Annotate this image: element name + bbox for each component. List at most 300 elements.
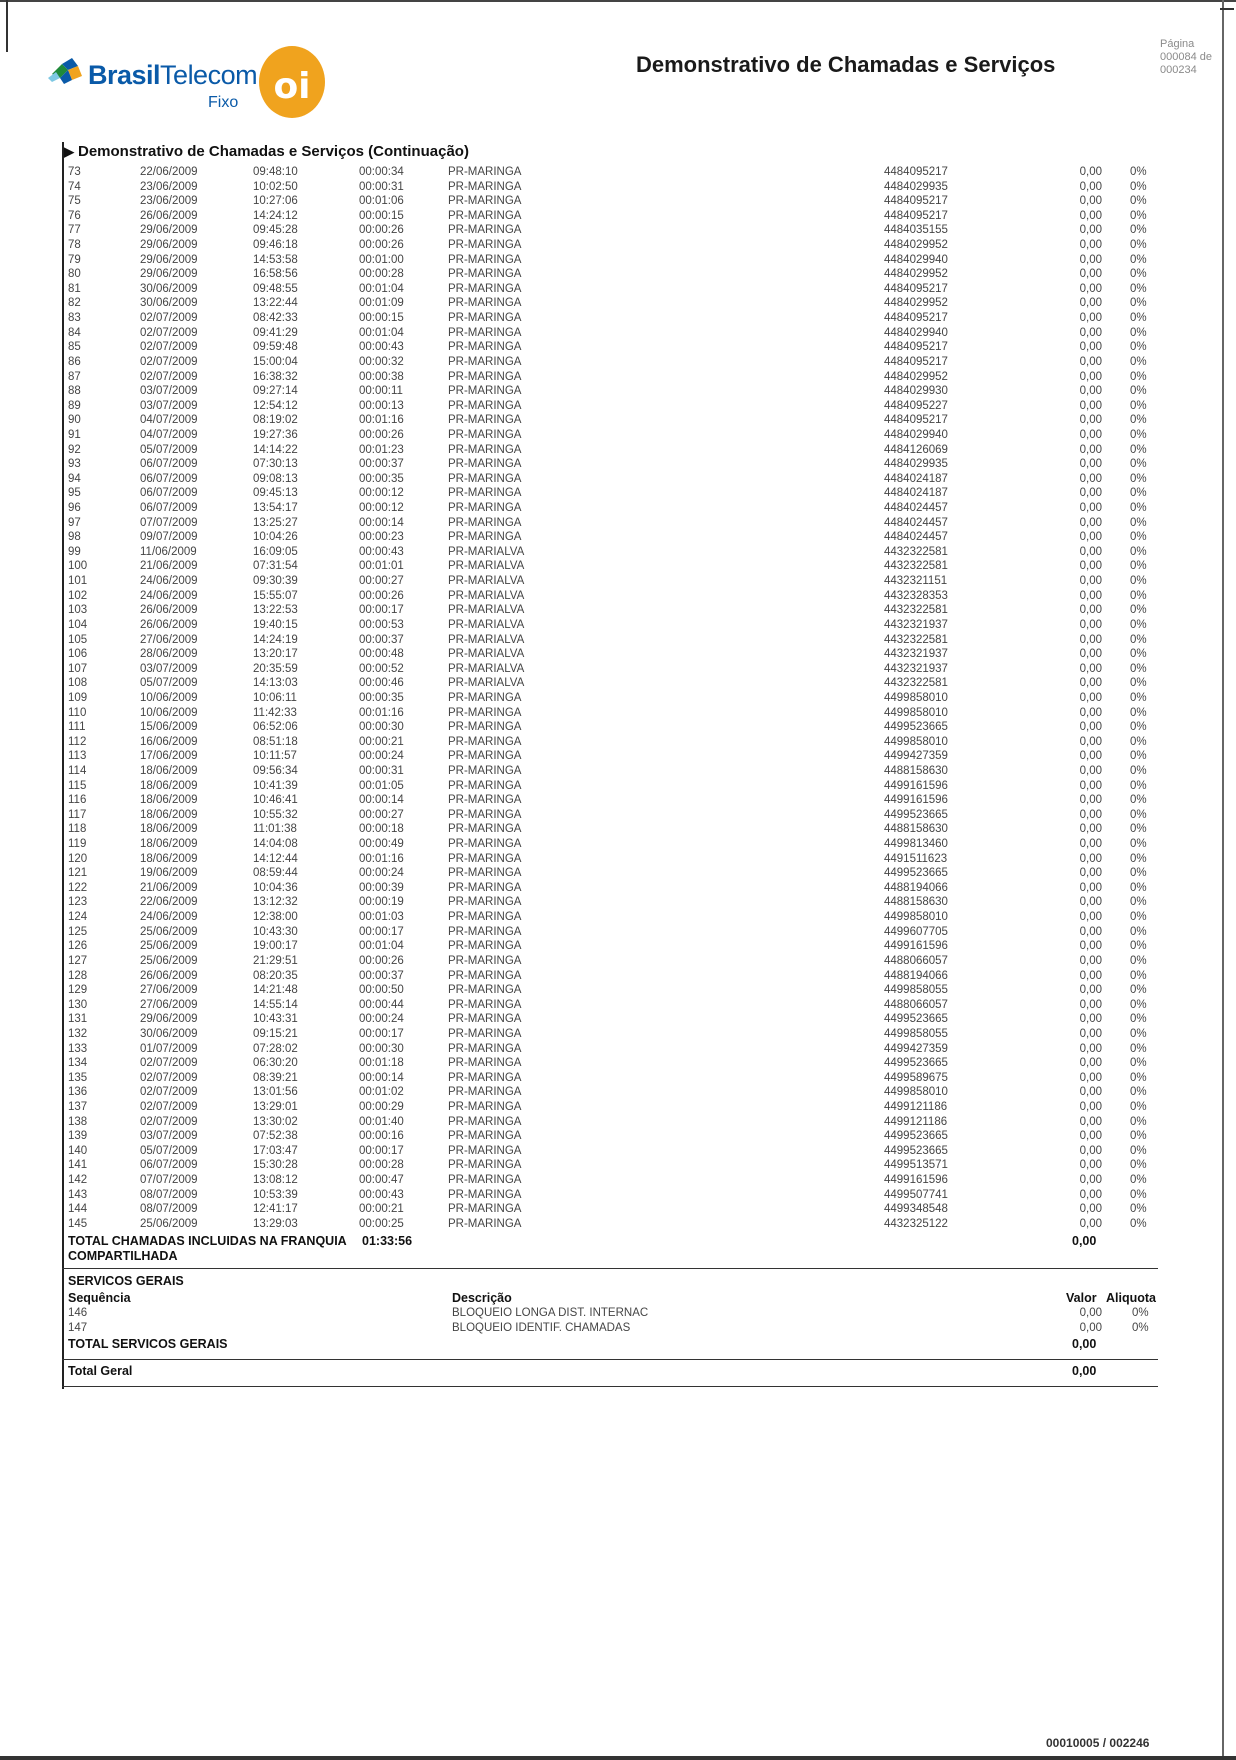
call-seq: 131 (68, 1013, 88, 1026)
call-location: PR-MARINGA (448, 472, 522, 485)
call-value: 0,00 (1079, 896, 1102, 909)
call-time: 10:02:50 (253, 180, 298, 193)
call-number: 4484095227 (884, 399, 948, 412)
call-aliquota: 0% (1130, 867, 1147, 880)
brasiltelecom-logo (48, 56, 258, 116)
call-date: 19/06/2009 (140, 867, 198, 880)
call-seq: 140 (68, 1144, 88, 1157)
call-time: 09:30:39 (253, 575, 298, 588)
call-row (68, 984, 1168, 999)
call-time: 10:53:39 (253, 1188, 298, 1201)
call-value: 0,00 (1079, 618, 1102, 631)
call-date: 29/06/2009 (140, 239, 198, 252)
call-date: 05/07/2009 (140, 677, 198, 690)
call-row (68, 487, 1168, 502)
call-location: PR-MARINGA (448, 764, 522, 777)
call-aliquota: 0% (1130, 575, 1147, 588)
call-aliquota: 0% (1130, 370, 1147, 383)
call-duration: 00:00:21 (359, 1203, 404, 1216)
call-time: 09:46:18 (253, 239, 298, 252)
call-aliquota: 0% (1130, 166, 1147, 178)
call-aliquota: 0% (1130, 516, 1147, 529)
call-time: 10:04:36 (253, 881, 298, 894)
call-location: PR-MARIALVA (448, 575, 525, 588)
call-date: 06/07/2009 (140, 487, 198, 500)
column-header-aliquota: Aliquota (1106, 1291, 1156, 1305)
call-number: 4488158630 (884, 764, 948, 777)
call-row (68, 575, 1168, 590)
call-time: 13:54:17 (253, 502, 298, 515)
call-row (68, 970, 1168, 985)
call-duration: 00:00:12 (359, 502, 404, 515)
call-number: 4484095217 (884, 195, 948, 208)
call-seq: 145 (68, 1217, 88, 1230)
call-row (68, 327, 1168, 342)
call-number: 4432322581 (884, 560, 948, 573)
call-time: 08:19:02 (253, 414, 298, 427)
call-time: 08:42:33 (253, 312, 298, 325)
call-duration: 00:01:05 (359, 779, 404, 792)
call-location: PR-MARIALVA (448, 545, 525, 558)
call-value: 0,00 (1079, 1086, 1102, 1099)
call-time: 10:43:30 (253, 925, 298, 938)
call-seq: 85 (68, 341, 81, 354)
page-label: Página (1160, 38, 1195, 50)
call-duration: 00:00:14 (359, 794, 404, 807)
call-date: 02/07/2009 (140, 326, 198, 339)
servicos-gerais-title: SERVICOS GERAIS (68, 1274, 184, 1288)
call-date: 15/06/2009 (140, 721, 198, 734)
call-seq: 109 (68, 691, 88, 704)
call-value: 0,00 (1079, 458, 1102, 471)
call-number: 4499161596 (884, 1174, 948, 1187)
call-location: PR-MARINGA (448, 1027, 522, 1040)
left-border-line (62, 142, 64, 1389)
call-duration: 00:00:28 (359, 268, 404, 281)
call-number: 4488194066 (884, 881, 948, 894)
call-location: PR-MARINGA (448, 1159, 522, 1172)
call-value: 0,00 (1079, 370, 1102, 383)
call-location: PR-MARINGA (448, 706, 522, 719)
call-date: 03/07/2009 (140, 399, 198, 412)
call-number: 4499348548 (884, 1203, 948, 1216)
call-row (68, 239, 1168, 254)
call-aliquota: 0% (1130, 443, 1147, 456)
call-duration: 00:00:17 (359, 1027, 404, 1040)
call-number: 4484024457 (884, 531, 948, 544)
call-value: 0,00 (1079, 794, 1102, 807)
call-number: 4432322581 (884, 545, 948, 558)
call-duration: 00:00:25 (359, 1217, 404, 1230)
call-value: 0,00 (1079, 560, 1102, 573)
call-location: PR-MARINGA (448, 721, 522, 734)
call-location: PR-MARINGA (448, 428, 522, 441)
call-aliquota: 0% (1130, 1217, 1147, 1230)
call-seq: 86 (68, 355, 81, 368)
call-seq: 94 (68, 472, 81, 485)
call-duration: 00:00:43 (359, 1188, 404, 1201)
call-time: 19:40:15 (253, 618, 298, 631)
call-time: 08:51:18 (253, 735, 298, 748)
service-description: BLOQUEIO LONGA DIST. INTERNAC (452, 1307, 649, 1319)
call-number: 4484095217 (884, 414, 948, 427)
call-value: 0,00 (1079, 326, 1102, 339)
call-seq: 75 (68, 195, 81, 208)
call-number: 4484029952 (884, 370, 948, 383)
call-number: 4484029940 (884, 326, 948, 339)
call-date: 29/06/2009 (140, 268, 198, 281)
call-date: 02/07/2009 (140, 1086, 198, 1099)
call-location: PR-MARINGA (448, 516, 522, 529)
call-date: 16/06/2009 (140, 735, 198, 748)
call-location: PR-MARINGA (448, 458, 522, 471)
call-duration: 00:00:37 (359, 969, 404, 982)
call-date: 06/07/2009 (140, 458, 198, 471)
call-number: 4484029940 (884, 428, 948, 441)
call-duration: 00:01:40 (359, 1115, 404, 1128)
call-number: 4484029935 (884, 458, 948, 471)
call-number: 4488158630 (884, 896, 948, 909)
call-location: PR-MARINGA (448, 502, 522, 515)
call-aliquota: 0% (1130, 881, 1147, 894)
call-date: 26/06/2009 (140, 604, 198, 617)
call-location: PR-MARINGA (448, 691, 522, 704)
call-location: PR-MARINGA (448, 896, 522, 909)
call-time: 07:30:13 (253, 458, 298, 471)
call-aliquota: 0% (1130, 838, 1147, 851)
call-duration: 00:00:19 (359, 896, 404, 909)
call-location: PR-MARINGA (448, 443, 522, 456)
call-duration: 00:00:30 (359, 721, 404, 734)
call-time: 13:29:03 (253, 1217, 298, 1230)
call-value: 0,00 (1079, 166, 1102, 178)
call-date: 18/06/2009 (140, 764, 198, 777)
call-row (68, 444, 1168, 459)
call-aliquota: 0% (1130, 253, 1147, 266)
call-location: PR-MARINGA (448, 487, 522, 500)
call-duration: 00:00:17 (359, 1144, 404, 1157)
call-number: 4488066057 (884, 998, 948, 1011)
call-location: PR-MARINGA (448, 911, 522, 924)
call-number: 4499607705 (884, 925, 948, 938)
call-value: 0,00 (1079, 867, 1102, 880)
page-info (1160, 38, 1220, 77)
call-location: PR-MARIALVA (448, 560, 525, 573)
call-number: 4499427359 (884, 1042, 948, 1055)
call-aliquota: 0% (1130, 472, 1147, 485)
call-time: 15:30:28 (253, 1159, 298, 1172)
column-header-valor: Valor (1066, 1291, 1097, 1305)
call-location: PR-MARIALVA (448, 648, 525, 661)
call-number: 4432322581 (884, 633, 948, 646)
call-row (68, 590, 1168, 605)
call-row (68, 1101, 1168, 1116)
call-value: 0,00 (1079, 604, 1102, 617)
call-location: PR-MARINGA (448, 735, 522, 748)
call-number: 4499523665 (884, 1057, 948, 1070)
call-duration: 00:00:24 (359, 750, 404, 763)
call-aliquota: 0% (1130, 589, 1147, 602)
grand-total-label: Total Geral (68, 1364, 133, 1378)
call-time: 14:53:58 (253, 253, 298, 266)
call-aliquota: 0% (1130, 896, 1147, 909)
call-duration: 00:00:26 (359, 428, 404, 441)
call-duration: 00:00:43 (359, 341, 404, 354)
call-number: 4484095217 (884, 209, 948, 222)
call-duration: 00:00:32 (359, 355, 404, 368)
call-value: 0,00 (1079, 575, 1102, 588)
franquia-total-duration: 01:33:56 (362, 1234, 413, 1248)
call-date: 03/07/2009 (140, 385, 198, 398)
call-row (68, 1159, 1168, 1174)
call-value: 0,00 (1079, 1071, 1102, 1084)
call-aliquota: 0% (1130, 691, 1147, 704)
call-date: 25/06/2009 (140, 925, 198, 938)
call-seq: 74 (68, 180, 81, 193)
call-duration: 00:01:04 (359, 940, 404, 953)
call-date: 29/06/2009 (140, 253, 198, 266)
call-duration: 00:00:28 (359, 1159, 404, 1172)
call-number: 4491511623 (884, 852, 948, 865)
call-duration: 00:00:31 (359, 764, 404, 777)
column-header-descricao: Descrição (452, 1291, 512, 1305)
call-seq: 99 (68, 545, 81, 558)
call-number: 4499513571 (884, 1159, 948, 1172)
divider-line (62, 1386, 1158, 1387)
call-duration: 00:00:27 (359, 575, 404, 588)
call-date: 23/06/2009 (140, 180, 198, 193)
call-row (68, 1043, 1168, 1058)
call-time: 10:11:57 (253, 750, 297, 763)
call-date: 23/06/2009 (140, 195, 198, 208)
call-duration: 00:00:18 (359, 823, 404, 836)
call-number: 4499858010 (884, 1086, 948, 1099)
call-seq: 138 (68, 1115, 88, 1128)
call-location: PR-MARINGA (448, 1144, 522, 1157)
call-value: 0,00 (1079, 881, 1102, 894)
call-date: 27/06/2009 (140, 998, 198, 1011)
call-date: 22/06/2009 (140, 896, 198, 909)
call-time: 08:59:44 (253, 867, 298, 880)
call-time: 09:15:21 (253, 1027, 298, 1040)
call-duration: 00:00:26 (359, 589, 404, 602)
call-number: 4484024187 (884, 472, 948, 485)
call-duration: 00:00:44 (359, 998, 404, 1011)
call-aliquota: 0% (1130, 721, 1147, 734)
call-number: 4499427359 (884, 750, 948, 763)
call-row (68, 254, 1168, 269)
call-location: PR-MARINGA (448, 180, 522, 193)
call-number: 4499523665 (884, 1130, 948, 1143)
call-number: 4432325122 (884, 1217, 948, 1230)
call-location: PR-MARINGA (448, 385, 522, 398)
call-location: PR-MARINGA (448, 794, 522, 807)
call-seq: 105 (68, 633, 88, 646)
call-date: 10/06/2009 (140, 691, 198, 704)
call-aliquota: 0% (1130, 312, 1147, 325)
call-aliquota: 0% (1130, 794, 1147, 807)
call-time: 14:13:03 (253, 677, 298, 690)
call-aliquota: 0% (1130, 1188, 1147, 1201)
call-time: 07:31:54 (253, 560, 298, 573)
call-time: 14:21:48 (253, 984, 298, 997)
call-duration: 00:00:53 (359, 618, 404, 631)
call-date: 06/07/2009 (140, 1159, 198, 1172)
call-seq: 111 (68, 721, 86, 734)
call-row (68, 400, 1168, 415)
call-value: 0,00 (1079, 253, 1102, 266)
call-location: PR-MARINGA (448, 297, 522, 310)
call-value: 0,00 (1079, 721, 1102, 734)
call-time: 09:56:34 (253, 764, 298, 777)
call-aliquota: 0% (1130, 195, 1147, 208)
call-duration: 00:00:13 (359, 399, 404, 412)
call-location: PR-MARINGA (448, 1188, 522, 1201)
scan-edge-top (0, 0, 1236, 2)
call-duration: 00:00:31 (359, 180, 404, 193)
call-time: 10:27:06 (253, 195, 298, 208)
call-location: PR-MARINGA (448, 166, 522, 178)
call-time: 21:29:51 (253, 954, 298, 967)
call-value: 0,00 (1079, 297, 1102, 310)
call-row (68, 721, 1168, 736)
call-value: 0,00 (1079, 1188, 1102, 1201)
call-row (68, 896, 1168, 911)
call-aliquota: 0% (1130, 355, 1147, 368)
call-duration: 00:01:00 (359, 253, 404, 266)
call-date: 04/07/2009 (140, 414, 198, 427)
call-time: 13:01:56 (253, 1086, 298, 1099)
call-time: 13:25:27 (253, 516, 298, 529)
call-date: 28/06/2009 (140, 648, 198, 661)
call-date: 10/06/2009 (140, 706, 198, 719)
call-aliquota: 0% (1130, 735, 1147, 748)
oi-logo (256, 44, 328, 120)
call-date: 02/07/2009 (140, 1057, 198, 1070)
service-description: BLOQUEIO IDENTIF. CHAMADAS (452, 1322, 631, 1334)
call-location: PR-MARINGA (448, 1130, 522, 1143)
call-seq: 95 (68, 487, 81, 500)
call-number: 4484029952 (884, 268, 948, 281)
call-location: PR-MARINGA (448, 370, 522, 383)
call-seq: 107 (68, 662, 88, 675)
call-duration: 00:01:02 (359, 1086, 404, 1099)
call-date: 09/07/2009 (140, 531, 198, 544)
call-row (68, 940, 1168, 955)
call-time: 15:55:07 (253, 589, 298, 602)
call-number: 4499523665 (884, 721, 948, 734)
call-aliquota: 0% (1130, 531, 1147, 544)
call-location: PR-MARINGA (448, 838, 522, 851)
call-date: 02/07/2009 (140, 355, 198, 368)
call-value: 0,00 (1079, 735, 1102, 748)
call-time: 17:03:47 (253, 1144, 298, 1157)
call-duration: 00:00:38 (359, 370, 404, 383)
call-seq: 101 (68, 575, 88, 588)
call-number: 4499161596 (884, 940, 948, 953)
call-value: 0,00 (1079, 954, 1102, 967)
call-row (68, 867, 1168, 882)
call-duration: 00:00:37 (359, 633, 404, 646)
call-seq: 136 (68, 1086, 88, 1099)
call-duration: 00:00:48 (359, 648, 404, 661)
call-date: 18/06/2009 (140, 852, 198, 865)
call-aliquota: 0% (1130, 239, 1147, 252)
call-row (68, 911, 1168, 926)
call-seq: 90 (68, 414, 81, 427)
call-row (68, 1116, 1168, 1131)
call-date: 06/07/2009 (140, 502, 198, 515)
call-duration: 00:00:14 (359, 1071, 404, 1084)
call-value: 0,00 (1079, 648, 1102, 661)
call-duration: 00:00:21 (359, 735, 404, 748)
call-seq: 115 (68, 779, 87, 792)
call-row (68, 882, 1168, 897)
call-date: 24/06/2009 (140, 911, 198, 924)
call-value: 0,00 (1079, 1144, 1102, 1157)
brand-name-bold: Brasil (88, 60, 161, 90)
call-date: 06/07/2009 (140, 472, 198, 485)
call-time: 13:30:02 (253, 1115, 298, 1128)
call-number: 4484095217 (884, 355, 948, 368)
scan-edge-left (6, 0, 8, 52)
call-value: 0,00 (1079, 925, 1102, 938)
call-row (68, 809, 1168, 824)
call-time: 12:54:12 (253, 399, 298, 412)
call-duration: 00:01:06 (359, 195, 404, 208)
call-location: PR-MARINGA (448, 531, 522, 544)
call-aliquota: 0% (1130, 984, 1147, 997)
call-aliquota: 0% (1130, 969, 1147, 982)
call-seq: 114 (68, 764, 87, 777)
call-value: 0,00 (1079, 852, 1102, 865)
call-time: 09:45:13 (253, 487, 298, 500)
call-value: 0,00 (1079, 1042, 1102, 1055)
call-date: 01/07/2009 (140, 1042, 198, 1055)
call-number: 4499858010 (884, 691, 948, 704)
call-date: 18/06/2009 (140, 838, 198, 851)
call-value: 0,00 (1079, 633, 1102, 646)
call-number: 4499523665 (884, 1013, 948, 1026)
call-time: 12:41:17 (253, 1203, 298, 1216)
call-value: 0,00 (1079, 209, 1102, 222)
call-duration: 00:00:15 (359, 209, 404, 222)
call-aliquota: 0% (1130, 487, 1147, 500)
call-location: PR-MARINGA (448, 1174, 522, 1187)
call-aliquota: 0% (1130, 648, 1147, 661)
call-duration: 00:00:26 (359, 954, 404, 967)
call-value: 0,00 (1079, 764, 1102, 777)
call-row (68, 794, 1168, 809)
call-duration: 00:00:27 (359, 808, 404, 821)
call-aliquota: 0% (1130, 764, 1147, 777)
call-location: PR-MARINGA (448, 268, 522, 281)
call-value: 0,00 (1079, 516, 1102, 529)
call-value: 0,00 (1079, 1159, 1102, 1172)
call-number: 4484024457 (884, 502, 948, 515)
call-row (68, 297, 1168, 312)
call-location: PR-MARIALVA (448, 633, 525, 646)
call-time: 11:42:33 (253, 706, 297, 719)
call-location: PR-MARINGA (448, 282, 522, 295)
call-time: 13:08:12 (253, 1174, 298, 1187)
call-row (68, 473, 1168, 488)
call-aliquota: 0% (1130, 823, 1147, 836)
call-row (68, 283, 1168, 298)
call-value: 0,00 (1079, 969, 1102, 982)
servicos-gerais-total-value: 0,00 (1072, 1337, 1097, 1351)
call-seq: 108 (68, 677, 88, 690)
